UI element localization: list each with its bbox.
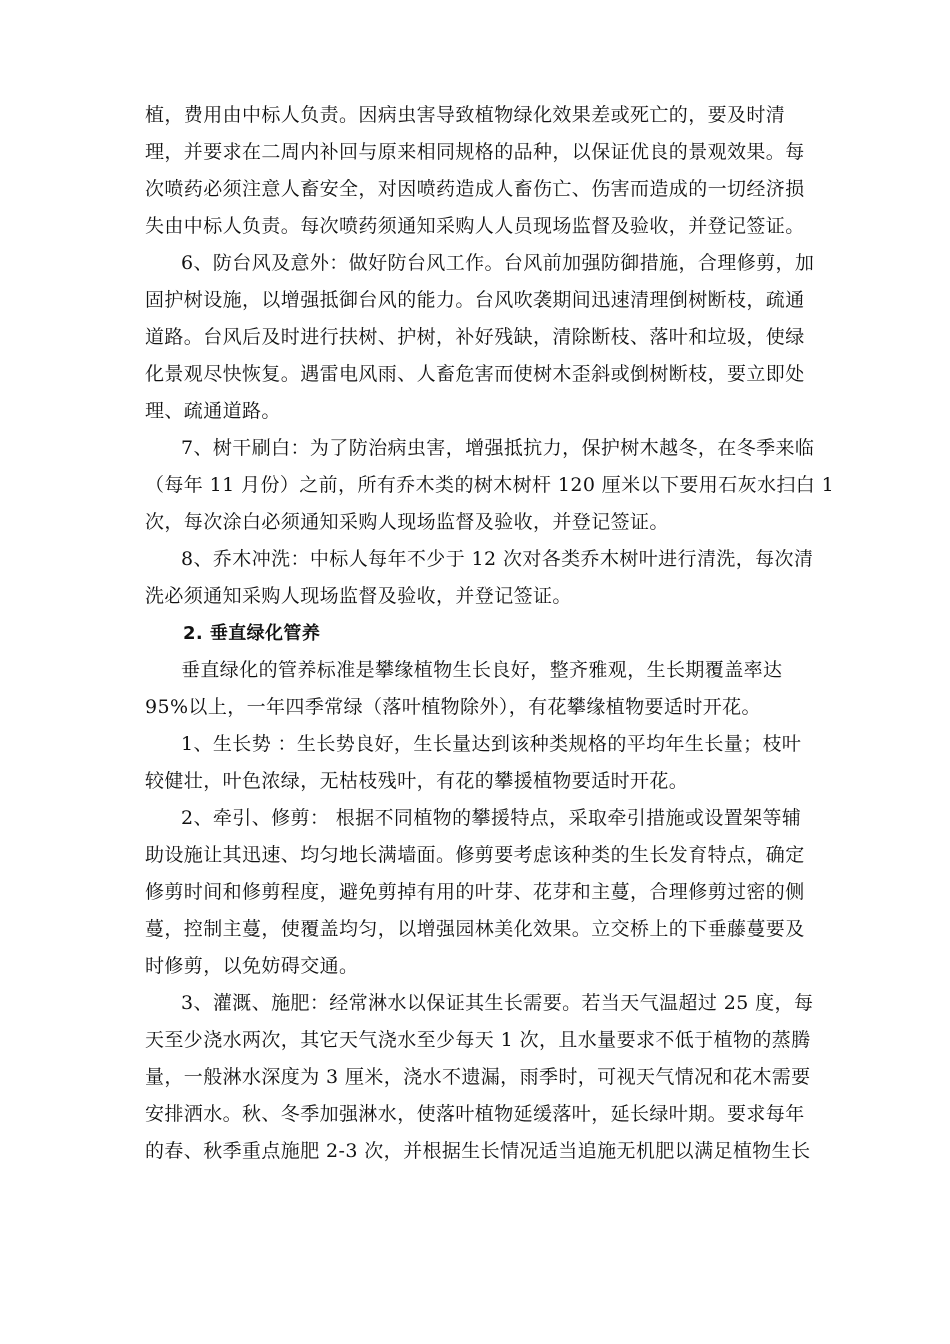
text-line: 固护树设施，以增强抵御台风的能力。台风吹袭期间迅速清理倒树断枝，疏通 [145, 289, 805, 311]
text-line: 蔓，控制主蔓，使覆盖均匀，以增强园林美化效果。立交桥上的下垂藤蔓要及 [145, 918, 805, 940]
paragraph-typhoon [145, 245, 815, 430]
text-line: 1、生长势 ：生长势良好，生长量达到该种类规格的平均年生长量；枝叶 [181, 733, 802, 755]
text-line: 失由中标人负责。每次喷药须通知采购人人员现场监督及验收，并登记签证。 [145, 215, 805, 237]
paragraph-tree-washing [145, 541, 814, 615]
text-line: 较健壮，叶色浓绿，无枯枝残叶，有花的攀援植物要适时开花。 [145, 770, 689, 792]
text-line: 理、疏通道路。 [145, 400, 281, 422]
text-line: （每年 11 月份）之前，所有乔木类的树木树杆 120 厘米以下要用石灰水扫白 1 [145, 474, 835, 496]
text-line: 垂直绿化的管养标准是攀缘植物生长良好，整齐雅观，生长期覆盖率达 [181, 659, 783, 681]
paragraph-growth [145, 726, 805, 800]
text-line: 2、牵引、修剪： 根据不同植物的攀援特点，采取牵引措施或设置架等辅 [181, 807, 802, 829]
text-line: 天至少浇水两次，其它天气浇水至少每天 1 次，且水量要求不低于植物的蒸腾 [145, 1029, 811, 1051]
text-line: 3、灌溉、施肥：经常淋水以保证其生长需要。若当天气温超过 25 度，每 [181, 992, 814, 1014]
text-line: 道路。台风后及时进行扶树、护树，补好残缺，清除断枝、落叶和垃圾，使绿 [145, 326, 805, 348]
paragraph-pruning [145, 800, 805, 985]
document-body [145, 97, 835, 1170]
text-line: 95%以上，一年四季常绿（落叶植物除外），有花攀缘植物要适时开花。 [145, 696, 761, 718]
text-line: 修剪时间和修剪程度，避免剪掉有用的叶芽、花芽和主蔓，合理修剪过密的侧 [145, 881, 805, 903]
paragraph-continuation [145, 97, 805, 245]
text-line: 8、乔木冲洗：中标人每年不少于 12 次对各类乔木树叶进行清洗，每次清 [181, 548, 814, 570]
paragraph-trunk-whitewash [145, 430, 835, 541]
paragraph-irrigation [145, 985, 814, 1170]
text-line: 化景观尽快恢复。遇雷电风雨、人畜危害而使树木歪斜或倒树断枝，要立即处 [145, 363, 805, 385]
text-line: 6、防台风及意外：做好防台风工作。台风前加强防御措施，合理修剪，加 [181, 252, 815, 274]
text-line: 理，并要求在二周内补回与原来相同规格的品种，以保证优良的景观效果。每 [145, 141, 805, 163]
text-line: 次喷药必须注意人畜安全，对因喷药造成人畜伤亡、伤害而造成的一切经济损 [145, 178, 805, 200]
paragraph-vertical-greening-standard [145, 652, 805, 726]
text-line: 的春、秋季重点施肥 2-3 次，并根据生长情况适当追施无机肥以满足植物生长 [145, 1140, 811, 1162]
text-line: 量，一般淋水深度为 3 厘米，浇水不遗漏，雨季时，可视天气情况和花木需要 [145, 1066, 811, 1088]
text-line: 7、树干刷白：为了防治病虫害，增强抵抗力，保护树木越冬，在冬季来临 [181, 437, 815, 459]
text-line: 洗必须通知采购人现场监督及验收，并登记签证。 [145, 585, 572, 607]
text-line: 次，每次涂白必须通知采购人现场监督及验收，并登记签证。 [145, 511, 669, 533]
section-heading: 2. 垂直绿化管养 [183, 623, 321, 644]
text-line: 安排洒水。秋、冬季加强淋水，使落叶植物延缓落叶，延长绿叶期。要求每年 [145, 1103, 805, 1125]
text-line: 植，费用由中标人负责。因病虫害导致植物绿化效果差或死亡的，要及时清 [145, 104, 786, 126]
text-line: 助设施让其迅速、均匀地长满墙面。修剪要考虑该种类的生长发育特点，确定 [145, 844, 805, 866]
text-line: 时修剪，以免妨碍交通。 [145, 955, 359, 977]
